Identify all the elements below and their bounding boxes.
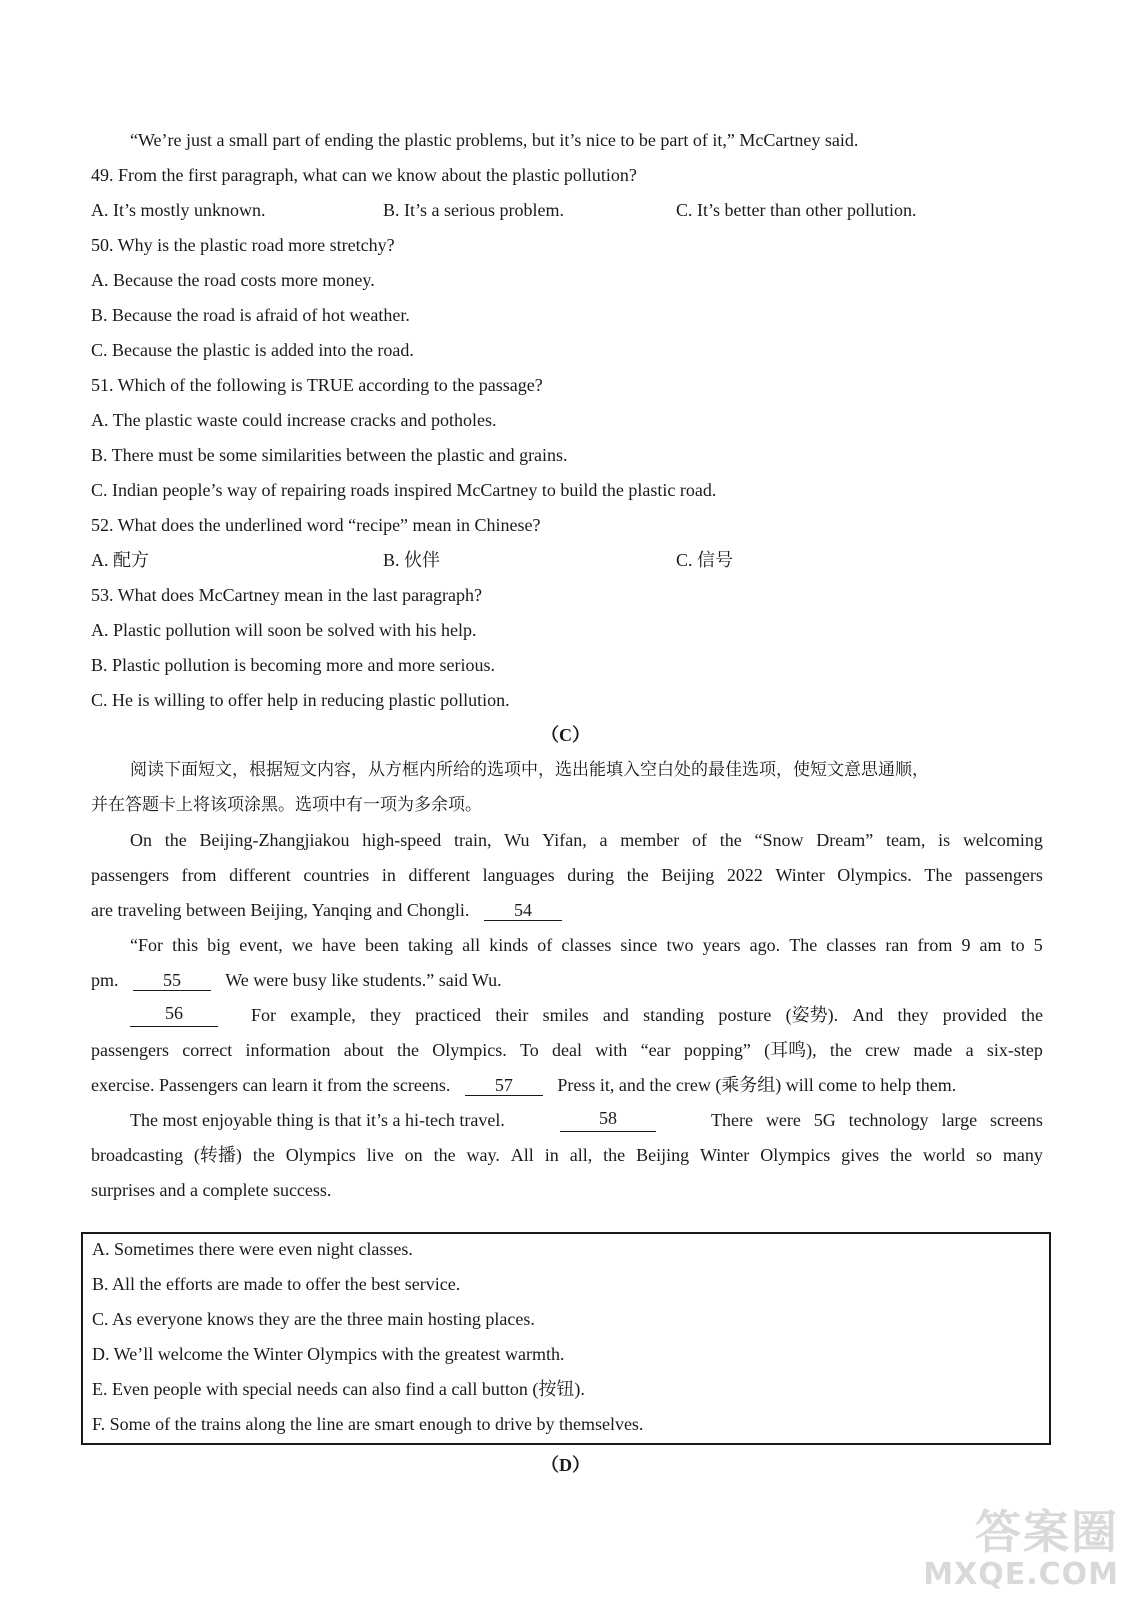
question-51-option-a: A. The plastic waste could increase cracks and potholes. xyxy=(91,410,497,430)
word: ago. xyxy=(749,935,781,955)
question-50-option-b: B. Because the road is afraid of hot weather. xyxy=(91,305,410,325)
passage-c-p3-line-3 xyxy=(91,1073,956,1097)
word: large xyxy=(941,1110,978,1130)
word: been xyxy=(364,935,399,955)
question-50-option-c: C. Because the plastic is added into the road. xyxy=(91,340,414,360)
word: passengers xyxy=(91,1040,169,1060)
word: 5 xyxy=(1033,935,1043,955)
passage-c-p4-line-1-pre: The most enjoyable thing is that it’s a hi-tech travel. xyxy=(130,1110,505,1130)
word: taking xyxy=(408,935,454,955)
word: Beijing xyxy=(661,865,715,885)
word: correct xyxy=(182,1040,233,1060)
word: two xyxy=(666,935,694,955)
word: in xyxy=(544,1145,559,1165)
question-49-stem: 49. From the first paragraph, what can we know about the plastic pollution? xyxy=(91,165,637,185)
passage-quote-line: “We’re just a small part of ending the plastic problems, but it’s nice to be part of it,” McCartney said. xyxy=(130,130,859,150)
question-49-option-a: A. It’s mostly unknown. xyxy=(91,200,266,220)
word: team, xyxy=(885,830,926,850)
word: deal xyxy=(552,1040,583,1060)
word: they xyxy=(897,1005,929,1025)
passage-c-p4-line-1 xyxy=(130,1108,1043,1132)
word: provided xyxy=(942,1005,1007,1025)
watermark-en-text: MXQE.COM xyxy=(923,1557,1119,1592)
question-53-option-c: C. He is willing to offer help in reducing plastic pollution. xyxy=(91,690,510,710)
question-51-option-b: B. There must be some similarities between the plastic and grains. xyxy=(91,445,568,465)
word: am xyxy=(979,935,1002,955)
word: To xyxy=(520,1040,539,1060)
box-option-e: E. Even people with special needs can also find a call button (按钮). xyxy=(92,1379,585,1399)
word: Winter xyxy=(775,865,825,885)
blank-57[interactable]: 57 xyxy=(465,1075,543,1096)
question-52-option-a: A. 配方 xyxy=(91,550,149,570)
word: information xyxy=(245,1040,331,1060)
word: of xyxy=(691,830,707,850)
word: in xyxy=(381,865,396,885)
question-52-option-b: B. 伙伴 xyxy=(383,550,441,570)
word: Beijing-Zhangjiakou xyxy=(199,830,350,850)
answer-options-box xyxy=(81,1232,1051,1445)
word: Dream” xyxy=(816,830,874,850)
word: (姿势). xyxy=(785,1005,839,1025)
word: all, xyxy=(569,1145,593,1165)
word: popping” xyxy=(683,1040,751,1060)
section-c-instruction-line-2: 并在答题卡上将该项涂黑。选项中有一项为多余项。 xyxy=(91,795,482,815)
word: And xyxy=(852,1005,884,1025)
word: 2022 xyxy=(726,865,763,885)
word: the xyxy=(603,1145,626,1165)
word: posture xyxy=(718,1005,772,1025)
word: practiced xyxy=(415,1005,482,1025)
word: the xyxy=(719,830,742,850)
word: Olympics. xyxy=(432,1040,507,1060)
passage-c-p4-line-1-post xyxy=(711,1108,1043,1132)
word: crew xyxy=(865,1040,901,1060)
word: so xyxy=(975,1145,992,1165)
blank-56[interactable]: 56 xyxy=(130,1003,218,1027)
word: live xyxy=(366,1145,394,1165)
word: their xyxy=(495,1005,529,1025)
word: Winter xyxy=(700,1145,750,1165)
word: the xyxy=(433,1145,456,1165)
box-option-c: C. As everyone knows they are the three main hosting places. xyxy=(92,1309,535,1329)
word: “Snow xyxy=(754,830,804,850)
box-option-d: D. We’ll welcome the Winter Olympics with the greatest warmth. xyxy=(92,1344,565,1364)
word: broadcasting xyxy=(91,1145,183,1165)
passage-c-p3-line-3-post: Press it, and the crew (乘务组) will come to help them. xyxy=(557,1075,957,1095)
word: different xyxy=(229,865,291,885)
passage-c-p2-line-2-post: We were busy like students.” said Wu. xyxy=(225,970,502,990)
blank-58[interactable]: 58 xyxy=(560,1108,656,1132)
box-option-f: F. Some of the trains along the line are smart enough to drive by themselves. xyxy=(92,1414,644,1434)
word: high-speed xyxy=(362,830,442,850)
word: gives xyxy=(841,1145,880,1165)
question-51-option-c: C. Indian people’s way of repairing roads inspired McCartney to build the plastic road. xyxy=(91,480,717,500)
word: languages xyxy=(482,865,555,885)
blank-54[interactable]: 54 xyxy=(484,900,562,921)
word: On xyxy=(130,830,152,850)
word: different xyxy=(408,865,471,885)
passage-c-p3-line-1-words xyxy=(251,1003,1043,1027)
word: classes xyxy=(826,935,877,955)
word: (转播) xyxy=(193,1145,242,1165)
question-49-option-c: C. It’s better than other pollution. xyxy=(676,200,917,220)
word: a xyxy=(965,1040,974,1060)
word: smiles xyxy=(542,1005,589,1025)
question-50-stem: 50. Why is the plastic road more stretchy? xyxy=(91,235,395,255)
word: Olympics xyxy=(760,1145,831,1165)
word: they xyxy=(369,1005,401,1025)
question-53-stem: 53. What does McCartney mean in the last paragraph? xyxy=(91,585,483,605)
word: and xyxy=(602,1005,629,1025)
word: all xyxy=(462,935,481,955)
word: The xyxy=(924,865,953,885)
word: many xyxy=(1002,1145,1043,1165)
word: 9 xyxy=(961,935,971,955)
question-51-stem: 51. Which of the following is TRUE according to the passage? xyxy=(91,375,543,395)
word: the xyxy=(890,1145,913,1165)
question-53-option-b: B. Plastic pollution is becoming more and more serious. xyxy=(91,655,495,675)
word: kinds xyxy=(489,935,529,955)
passage-c-p1-line-2 xyxy=(91,863,1043,887)
word: All xyxy=(510,1145,534,1165)
word: the xyxy=(829,1040,852,1060)
word: since xyxy=(620,935,658,955)
word: The xyxy=(789,935,818,955)
word: event, xyxy=(239,935,283,955)
word: the xyxy=(626,865,649,885)
word: is xyxy=(938,830,951,850)
word: countries xyxy=(303,865,370,885)
word: screens xyxy=(989,1110,1043,1130)
word: about xyxy=(343,1040,384,1060)
section-c-heading: （C） xyxy=(541,725,590,745)
word: train, xyxy=(453,830,492,850)
word: to xyxy=(1010,935,1025,955)
passage-c-p3-line-2 xyxy=(91,1038,1043,1062)
word: six-step xyxy=(986,1040,1043,1060)
word: Olympics. xyxy=(837,865,912,885)
word: from xyxy=(917,935,953,955)
passage-c-p4-line-2 xyxy=(91,1143,1043,1167)
passage-c-p2-line-2 xyxy=(91,968,502,992)
question-52-option-c: C. 信号 xyxy=(676,550,734,570)
passage-c-p2-line-2-pre: pm. xyxy=(91,970,119,990)
word: this xyxy=(172,935,199,955)
question-49-option-b: B. It’s a serious problem. xyxy=(383,200,564,220)
passage-c-p3-line-3-pre: exercise. Passengers can learn it from the screens. xyxy=(91,1075,451,1095)
question-53-option-a: A. Plastic pollution will soon be solved with his help. xyxy=(91,620,477,640)
word: ran xyxy=(885,935,909,955)
word: Beijing xyxy=(636,1145,690,1165)
word: during xyxy=(567,865,615,885)
word: the xyxy=(252,1145,275,1165)
word: 5G xyxy=(813,1110,836,1130)
word: passengers xyxy=(91,865,169,885)
word: member xyxy=(620,830,680,850)
word: There xyxy=(711,1110,753,1130)
word: passengers xyxy=(964,865,1043,885)
blank-55[interactable]: 55 xyxy=(133,970,211,991)
word: on xyxy=(404,1145,423,1165)
word: a xyxy=(599,830,608,850)
word: we xyxy=(291,935,313,955)
word: Yifan, xyxy=(542,830,587,850)
word: with xyxy=(595,1040,628,1060)
passage-c-p1-line-3 xyxy=(91,898,562,922)
word: technology xyxy=(848,1110,929,1130)
word: (耳鸣), xyxy=(764,1040,817,1060)
word: standing xyxy=(643,1005,705,1025)
word: from xyxy=(181,865,217,885)
word: the xyxy=(1021,1005,1043,1025)
word: Wu xyxy=(504,830,530,850)
word: example, xyxy=(290,1005,356,1025)
word: years xyxy=(702,935,741,955)
passage-c-p2-line-1 xyxy=(130,933,1043,957)
watermark-cn-text: 答案圈 xyxy=(975,1505,1119,1559)
word: way. xyxy=(466,1145,500,1165)
word: have xyxy=(321,935,356,955)
word: the xyxy=(164,830,187,850)
word: of xyxy=(537,935,553,955)
word: welcoming xyxy=(962,830,1043,850)
word: “ear xyxy=(640,1040,671,1060)
box-option-b: B. All the efforts are made to offer the best service. xyxy=(92,1274,461,1294)
passage-c-p4-line-3: surprises and a complete success. xyxy=(91,1180,332,1200)
word: Olympics xyxy=(285,1145,356,1165)
word: made xyxy=(913,1040,953,1060)
word: “For xyxy=(130,935,163,955)
word: classes xyxy=(561,935,612,955)
word: the xyxy=(397,1040,419,1060)
section-c-instruction-line-1: 阅读下面短文，根据短文内容，从方框内所给的选项中，选出能填入空白处的最佳选项，使短文意思通顺， xyxy=(130,760,929,780)
passage-c-p1-line-1 xyxy=(130,828,1043,852)
question-52-stem: 52. What does the underlined word “recipe” mean in Chinese? xyxy=(91,515,541,535)
word: big xyxy=(207,935,231,955)
box-option-a: A. Sometimes there were even night classes. xyxy=(92,1239,413,1259)
word: world xyxy=(923,1145,966,1165)
word: For xyxy=(251,1005,277,1025)
site-watermark-logo xyxy=(889,1496,1119,1592)
question-50-option-a: A. Because the road costs more money. xyxy=(91,270,375,290)
section-d-heading: （D） xyxy=(541,1455,590,1475)
word: were xyxy=(765,1110,801,1130)
passage-c-p3-line-1 xyxy=(130,1003,1043,1027)
passage-c-p1-line-3-text: are traveling between Beijing, Yanqing and Chongli. xyxy=(91,900,470,920)
